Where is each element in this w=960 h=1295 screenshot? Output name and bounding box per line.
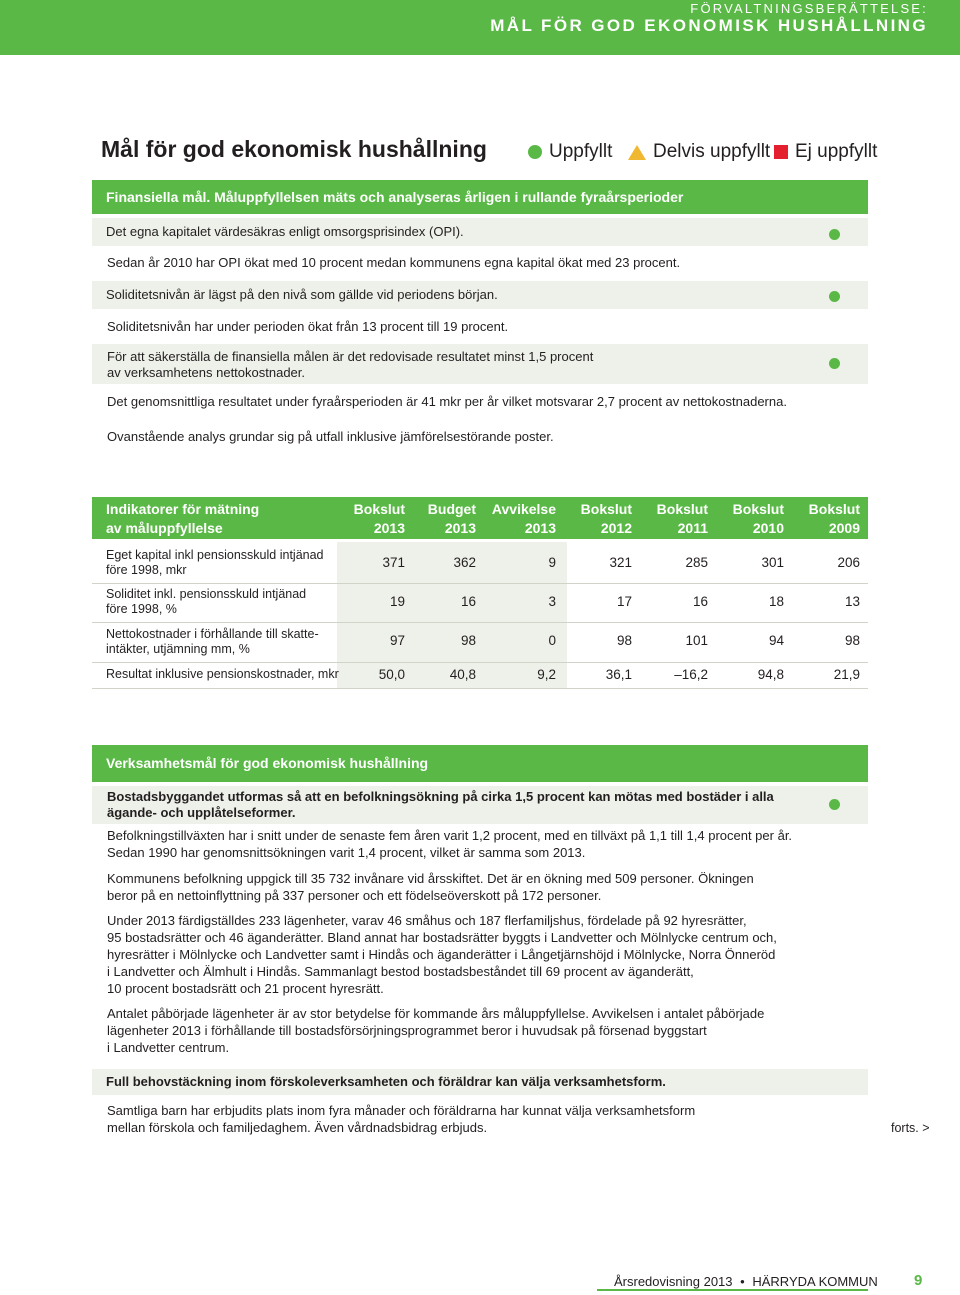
goal-housing-line2: ägande- och upplåtelseformer. — [107, 805, 296, 820]
table-cell: 36,1 — [605, 667, 632, 682]
column-header-line1: Bokslut — [353, 501, 405, 517]
column-header-line1: Bokslut — [732, 501, 784, 517]
table-cell: 9 — [548, 555, 556, 570]
legend-not-fulfilled — [774, 141, 877, 163]
table-row-label — [106, 627, 319, 657]
goal-equity-text: Sedan år 2010 har OPI ökat med 10 procent medan kommunens egna kapital ökat med 23 procent. — [107, 255, 681, 270]
paragraph-line: Under 2013 färdigställdes 233 lägenheter, varav 46 småhus och 187 flerfamiljshus, fördelade på 92 hyresrätter, — [107, 913, 747, 928]
table-cell: 94 — [768, 633, 784, 648]
paragraph-line: Sedan 1990 har genomsnittsökningen varit 1,4 procent, vilket är samma som 2013. — [107, 845, 586, 860]
status-fulfilled-icon — [829, 291, 840, 302]
row-label-line2: före 1998, % — [106, 602, 177, 616]
table-cell: 97 — [389, 633, 405, 648]
row-divider — [92, 622, 868, 623]
red-square-icon — [774, 145, 788, 159]
column-header-line2: 2012 — [600, 520, 632, 536]
column-header — [733, 500, 784, 538]
activity-heading: Verksamhetsmål för god ekonomisk hushållning — [92, 745, 868, 782]
table-cell: 13 — [844, 594, 860, 609]
column-header — [492, 500, 556, 538]
page-title: Mål för god ekonomisk hushållning — [101, 136, 487, 162]
row-label-line1: Resultat inklusive pensionskostnader, mkr — [106, 667, 339, 681]
table-cell: 98 — [616, 633, 632, 648]
column-header-line1: Bokslut — [656, 501, 708, 517]
table-cell: 98 — [460, 633, 476, 648]
column-header-line1: Bokslut — [808, 501, 860, 517]
goal-housing — [92, 786, 868, 824]
table-row-label — [106, 587, 306, 617]
table-cell: 206 — [837, 555, 860, 570]
status-fulfilled-icon — [829, 799, 840, 810]
goal-solidity: Soliditetsnivån är lägst på den nivå som gällde vid periodens början. — [92, 281, 868, 309]
table-cell: 18 — [768, 594, 784, 609]
legend-partial — [628, 141, 770, 163]
section-label: FÖRVALTNINGSBERÄTTELSE: — [690, 1, 928, 16]
paragraph-housing — [107, 912, 777, 997]
column-header-line2: 2011 — [677, 520, 708, 536]
column-header — [581, 500, 632, 538]
yellow-triangle-icon — [628, 145, 646, 160]
goal-preschool: Full behovstäckning inom förskoleverksamheten och föräldrar kan välja verksamhetsform. — [92, 1069, 868, 1095]
status-fulfilled-icon — [829, 358, 840, 369]
paragraph-line: i Landvetter centrum. — [107, 1040, 230, 1055]
paragraph-line: 95 bostadsrätter och 46 äganderätter. Bland annat har bostadsrätter byggts i Landvetter och Mölnlycke centrum och, — [107, 930, 777, 945]
goal-result-text: Det genomsnittliga resultatet under fyraårsperioden är 41 mkr per år vilket motsvarar 2,7 procent av nettokostnaderna. — [107, 394, 787, 409]
table-row-label — [106, 667, 339, 682]
column-header — [428, 500, 476, 538]
row-divider — [92, 662, 868, 663]
goal-result — [92, 344, 868, 384]
page-number: 9 — [914, 1272, 923, 1289]
column-header-line1: Bokslut — [580, 501, 632, 517]
table-cell: 0 — [548, 633, 556, 648]
row-label-line2: intäkter, utjämning mm, % — [106, 642, 250, 656]
goal-result-line2: av verksamhetens nettokostnader. — [107, 365, 306, 380]
paragraph-line: hyresrätter i Mölnlycke och Landvetter samt i Hindås och äganderätter i Långetjärnshöjd i Mölnlycke, Norra Önneröd — [107, 947, 776, 962]
footer — [614, 1274, 878, 1289]
column-header-line2: 2013 — [524, 520, 556, 536]
table-cell: 21,9 — [833, 667, 860, 682]
paragraph-line: 10 procent bostadsrätt och 21 procent hyresrätt. — [107, 981, 384, 996]
paragraph-line: i Landvetter och Älmhult i Hindås. Sammanlagt bestod bostadsbeståndet till 69 procent av äganderätt, — [107, 964, 694, 979]
footer-municipality: HÄRRYDA KOMMUN — [752, 1274, 878, 1289]
column-header-line2: 2010 — [752, 520, 784, 536]
column-header-line2: 2013 — [444, 520, 476, 536]
table-cell: 19 — [389, 594, 405, 609]
column-header-line1: Avvikelse — [491, 501, 556, 517]
column-header-line2: 2013 — [373, 520, 405, 536]
green-circle-icon — [528, 145, 542, 159]
paragraph-preschool — [107, 1102, 695, 1136]
row-divider — [92, 583, 868, 584]
paragraph-line: Antalet påbörjade lägenheter är av stor betydelse för kommande års måluppfyllelse. Avvikelsen i antalet påbörjade — [107, 1006, 765, 1021]
footer-rule — [597, 1289, 868, 1291]
table-cell: 16 — [460, 594, 476, 609]
row-label-line2: före 1998, mkr — [106, 563, 187, 577]
paragraph-line: Samtliga barn har erbjudits plats inom fyra månader och föräldrarna har kunnat välja verksamhetsform — [107, 1103, 696, 1118]
indicator-table-header — [92, 497, 868, 539]
table-cell: 321 — [609, 555, 632, 570]
goal-result-line1: För att säkerställa de finansiella målen är det redovisade resultatet minst 1,5 procent — [107, 349, 594, 364]
legend-partial-label: Delvis uppfyllt — [653, 141, 771, 162]
financial-heading: Finansiella mål. Måluppfyllelsen mäts och analyseras årligen i rullande fyraårsperioder — [92, 180, 868, 214]
table-cell: 94,8 — [757, 667, 784, 682]
column-header — [809, 500, 860, 538]
analysis-note: Ovanstående analys grundar sig på utfall inklusive jämförelsestörande poster. — [107, 429, 554, 444]
goal-solidity-text: Soliditetsnivån har under perioden ökat från 13 procent till 19 procent. — [107, 319, 509, 334]
section-title: MÅL FÖR GOD EKONOMISK HUSHÅLLNING — [490, 16, 928, 35]
table-cell: 371 — [382, 555, 405, 570]
table-cell: 98 — [844, 633, 860, 648]
table-cell: 301 — [761, 555, 784, 570]
table-cell: 3 — [548, 594, 556, 609]
header-label-line1: Indikatorer för mätning — [106, 501, 260, 517]
goal-housing-line1: Bostadsbyggandet utformas så att en befolkningsökning på cirka 1,5 procent kan mötas med bostäder i alla — [107, 789, 774, 804]
table-cell: 9,2 — [537, 667, 556, 682]
paragraph-line: lägenheter 2013 i förhållande till bostadsförsörjningsprogrammet beror i huvudsak på försenad byggstart — [107, 1023, 707, 1038]
indicator-header-label — [106, 500, 259, 538]
top-banner — [0, 0, 960, 55]
paragraph-line: Kommunens befolkning uppgick till 35 732 invånare vid årsskiftet. Det är en ökning med 509 personer. Ökningen — [107, 871, 754, 886]
row-label-line1: Soliditet inkl. pensionsskuld intjänad — [106, 587, 307, 601]
table-cell: 40,8 — [449, 667, 476, 682]
table-cell: 362 — [453, 555, 476, 570]
footer-report: Årsredovisning 2013 — [614, 1274, 733, 1289]
legend-fulfilled — [528, 141, 612, 163]
header-label-line2: av måluppfyllelse — [106, 520, 223, 536]
column-header — [354, 500, 405, 538]
continued-label: forts. > — [891, 1121, 930, 1135]
row-label-line1: Eget kapital inkl pensionsskuld intjänad — [106, 548, 324, 562]
goal-equity: Det egna kapitalet värdesäkras enligt omsorgsprisindex (OPI). — [92, 218, 868, 246]
paragraph-started — [107, 1005, 764, 1056]
table-cell: 16 — [692, 594, 708, 609]
column-header-line1: Budget — [427, 501, 476, 517]
legend-fulfilled-label: Uppfyllt — [549, 141, 613, 162]
paragraph-population — [107, 870, 754, 904]
paragraph-line: mellan förskola och familjedaghem. Även vårdnadsbidrag erbjuds. — [107, 1120, 488, 1135]
paragraph-line: beror på en nettoinflyttning på 337 personer och ett födelseöverskott på 172 personer. — [107, 888, 602, 903]
table-cell: 17 — [616, 594, 632, 609]
row-label-line1: Nettokostnader i förhållande till skatte- — [106, 627, 319, 641]
table-cell: –16,2 — [674, 667, 708, 682]
column-header — [657, 500, 708, 538]
paragraph-line: Befolkningstillväxten har i snitt under de senaste fem åren varit 1,2 procent, med en tillväxt på 1,1 till 1,4 procent per år. — [107, 828, 793, 843]
paragraph-growth — [107, 827, 792, 861]
table-cell: 101 — [685, 633, 708, 648]
footer-separator: • — [740, 1274, 745, 1289]
table-cell: 50,0 — [378, 667, 405, 682]
row-divider — [92, 688, 868, 689]
table-cell: 285 — [685, 555, 708, 570]
status-fulfilled-icon — [829, 229, 840, 240]
legend-not-fulfilled-label: Ej uppfyllt — [795, 141, 878, 162]
column-header-line2: 2009 — [828, 520, 860, 536]
table-row-label — [106, 548, 324, 578]
